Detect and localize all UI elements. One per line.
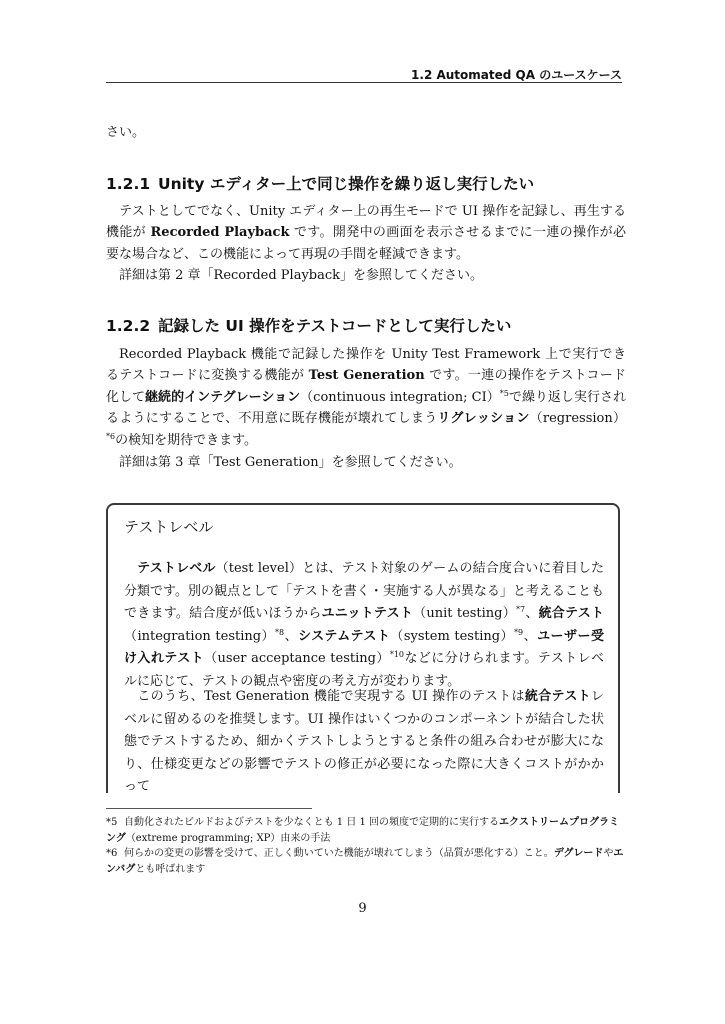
text-run: などに分けられます。テストレベルに応じて、テストの観点や密度の考え方が変わります。 [124,651,605,689]
text-run: 、 [523,628,538,644]
intro-tail-text: さい。 [106,125,146,140]
text-run: 何らかの変更の影響を受けて、正しく動いていた機能が壊れてしまう（品質が悪化する）こと。 [124,848,554,859]
section-1-2-2-paragraph-1 [106,344,626,451]
section-title: Unity エディター上で同じ操作を繰り返し実行したい [158,175,535,193]
bold-term: リグレッション [437,411,530,427]
text-run: です。一連の操作をテストコード化して [106,368,626,405]
bold-term: エンバグ [106,848,624,875]
bold-term: システムテスト [298,628,391,644]
bold-term: Test Generation [308,368,425,384]
footnote-mark: *5 [106,817,118,828]
section-1-2-1-heading [106,172,626,194]
text-run: 詳細は第 2 章「Recorded Playback」を参照してください。 [119,268,484,283]
footnote-mark: *6 [106,848,118,859]
bold-term: ユニットテスト [321,606,414,622]
text-run: レベルに留めるのを推奨します。UI 操作はいくつかのコンポーネントが結合した状態でテストするため、細かくテストしようとすると条件の組み合わせが膨大になり、仕様変更などの影響でテストの修正が必要になった際に大きくコストがかかって [124,689,605,795]
section-number: 1.2.1 [106,175,151,193]
text-run: や [603,848,614,859]
text-run: テストとしてでなく、Unity エディター上の再生モードで UI 操作を記録し、再生する機能が [106,204,626,241]
text-run: です。開発中の画面を表示させるまでに一連の操作が必要な場合など、この機能によって再現の手間を軽減できます。 [106,225,626,262]
footnote-6 [106,846,626,877]
text-run: 、 [525,606,539,622]
text-run: 詳細は第 3 章「Test Generation」を参照してください。 [119,455,462,470]
text-run: （unit testing） [413,606,516,622]
text-run: Recorded Playback 機能で記録した操作を Unity Test Framework 上で実行できるテストコードに変換する機能が [106,347,626,384]
text-run: （extreme programming; XP）由来の手法 [125,832,331,844]
footnote-ref[interactable]: *7 [515,605,526,615]
text-run: （continuous integration; CI） [300,389,500,405]
page-number: 9 [358,901,367,916]
text-run: （regression） [529,411,626,427]
column-box-paragraph-1 [124,558,604,694]
text-run: （integration testing） [124,628,276,644]
footnote-rule [106,808,312,809]
footnote-5 [106,815,626,846]
section-1-2-1-paragraph-2 [106,265,626,286]
text-run: とも呼ばれます [135,863,206,875]
footnote-ref[interactable]: *9 [514,627,524,637]
text-run: の検知を期待できます。 [115,432,258,448]
text-run: （test level）とは、テスト対象のゲームの結合度合いに着目した分類です。別の観点として「テストを書く・実施する人が異なる」と考えることもできます。結合度が低いほうから [124,561,604,622]
text-run: 、 [284,628,299,644]
bold-term: ユーザー受け入れテスト [124,628,604,667]
bold-term: エクストリームプログラミング [106,817,619,844]
footnote-ref[interactable]: *10 [389,650,405,660]
text-run: このうち、Test Generation 機能で実現する UI 操作のテストは [137,689,525,704]
footnote-ref[interactable]: *6 [106,431,116,441]
column-box-paragraph-2 [124,686,604,799]
text-run: （user acceptance testing） [204,651,390,667]
bold-term: デグレード [553,848,604,859]
bold-term: テストレベル [137,561,216,576]
column-box-title: テストレベル [124,518,214,536]
text-run: で繰り返し実行されるようにすることで、不用意に既存機能が壊れてしまう [106,389,626,427]
footnote-ref[interactable]: *8 [275,627,285,637]
section-1-2-2-heading [106,314,626,336]
running-header: 1.2 Automated QA のユースケース [411,68,622,82]
bold-term: 継続的インテグレーション [145,389,301,405]
header-rule [106,82,622,83]
text-run: （system testing） [390,628,514,644]
bold-term: Recorded Playback [150,225,290,241]
section-1-2-2-paragraph-2 [106,452,626,473]
section-number: 1.2.2 [106,317,151,335]
text-run: 自動化されたビルドおよびテストを少なくとも 1 日 1 回の頻度で定期的に実行する [124,817,500,828]
bold-term: 統合テスト [538,606,604,622]
footnote-ref[interactable]: *5 [499,388,509,398]
section-title: 記録した UI 操作をテストコードとして実行したい [158,317,512,335]
bold-term: 統合テスト [524,689,591,704]
section-1-2-1-paragraph-1 [106,201,626,265]
